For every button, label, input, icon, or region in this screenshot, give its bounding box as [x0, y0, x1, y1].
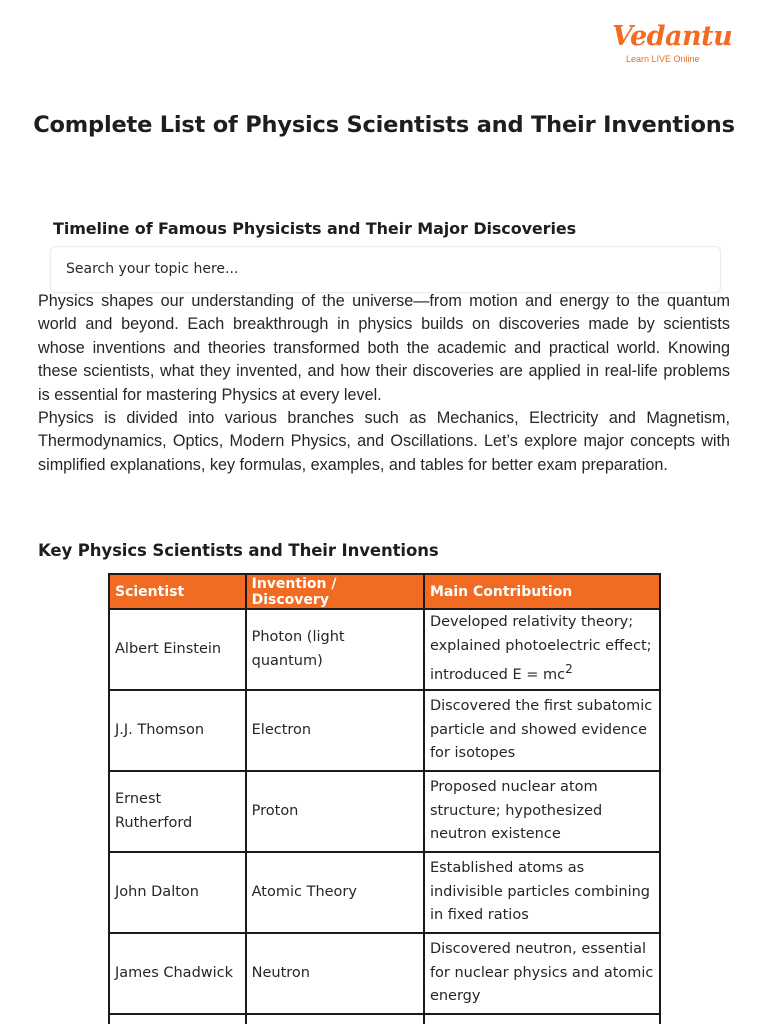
brand-tagline: Learn LIVE Online	[626, 54, 700, 64]
table-row	[109, 609, 660, 690]
cell-scientist: Albert Einstein	[109, 609, 246, 690]
table-header-row	[109, 574, 660, 609]
cell-invention: Proton	[246, 771, 424, 852]
search-input[interactable]	[50, 246, 721, 293]
cell-scientist: John Dalton	[109, 852, 246, 933]
header-scientist: Scientist	[109, 574, 246, 609]
table-row	[109, 933, 660, 1014]
search-placeholder: Search your topic here...	[66, 261, 239, 277]
vedantu-logo[interactable]	[612, 21, 733, 72]
superscript: 2	[565, 662, 573, 677]
contribution-text: Developed relativity theory; explained photoelectric effect; introduced E = mc	[429, 614, 652, 684]
cell-invention: Electron	[246, 690, 424, 771]
header-contribution: Main Contribution	[424, 574, 660, 609]
table-row	[109, 771, 660, 852]
intro-text	[38, 290, 730, 477]
intro-paragraph-1: Physics shapes our understanding of the universe—from motion and energy to the quantum world and beyond. Each breakthrough in physics builds on discoveries made by scientists whose inventions and theories transformed both the academic and practical world. Knowing these scientists, what they invented, and how their discoveries are applied in real-life problems is essential for mastering Physics at every level.	[38, 292, 730, 404]
header-invention: Invention / Discovery	[246, 574, 424, 609]
cell-scientist: Ernest Rutherford	[109, 771, 246, 852]
page-title: Complete List of Physics Scientists and Their Inventions	[33, 112, 735, 138]
cell-scientist: James Chadwick	[109, 933, 246, 1014]
cell-invention: Neutron	[246, 933, 424, 1014]
cell-contribution: Established atoms as indivisible particles combining in fixed ratios	[424, 852, 660, 933]
cell-invention: Photon (light quantum)	[246, 609, 424, 690]
section-heading: Key Physics Scientists and Their Inventions	[38, 541, 439, 560]
table-row	[109, 852, 660, 933]
cell-contribution: Discovered the first subatomic particle and showed evidence for isotopes	[424, 690, 660, 771]
cell-empty	[424, 1014, 660, 1024]
table-row	[109, 690, 660, 771]
cell-invention: Atomic Theory	[246, 852, 424, 933]
cell-scientist: J.J. Thomson	[109, 690, 246, 771]
cell-empty	[109, 1014, 246, 1024]
timeline-subheading: Timeline of Famous Physicists and Their Major Discoveries	[53, 219, 577, 238]
table-row-partial	[109, 1014, 660, 1024]
cell-contribution: Discovered neutron, essential for nuclear physics and atomic energy	[424, 933, 660, 1014]
scientists-table	[108, 573, 661, 1024]
intro-paragraph-2: Physics is divided into various branches such as Mechanics, Electricity and Magnetism, Thermodynamics, Optics, Modern Physics, and Oscillations. Let’s explore major concepts with simplified explanations, key formulas, examples, and tables for better exam preparation.	[38, 409, 730, 474]
cell-contribution: Proposed nuclear atom structure; hypothesized neutron existence	[424, 771, 660, 852]
cell-empty	[246, 1014, 424, 1024]
cell-contribution	[424, 609, 660, 690]
brand-name: Vedantu	[612, 21, 733, 52]
